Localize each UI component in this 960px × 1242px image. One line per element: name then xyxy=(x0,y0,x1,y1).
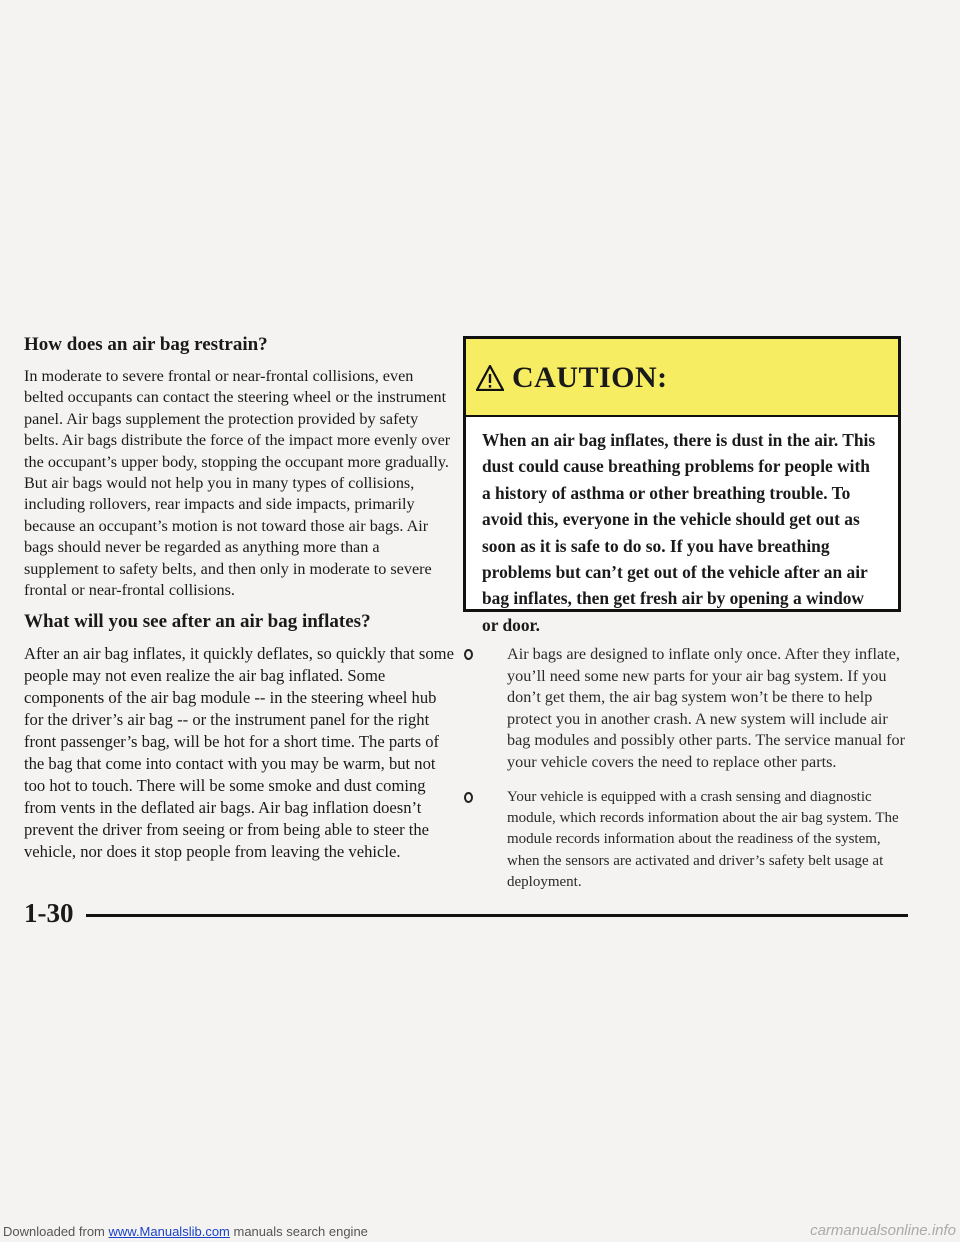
left-column xyxy=(24,334,454,863)
caution-box xyxy=(463,336,901,635)
bullet-text: Air bags are designed to inflate only once. After they inflate, you’ll need some new parts for your air bag system. If you don’t get them, the air bag system won’t be there to help protect you in another crash. A new system will include air bag modules and possibly other parts. The service manual for your vehicle covers the need to replace other parts. xyxy=(507,645,905,771)
caution-header xyxy=(466,339,898,417)
footer-prefix: Downloaded from xyxy=(3,1224,109,1239)
paragraph-restrain: In moderate to severe frontal or near-frontal collisions, even belted occupants can contact the steering wheel or the instrument panel. Air bags supplement the protection provided by safety belts. Air bags distribute the force of the impact more evenly over the occupant’s upper body, stopping the occupant more gradually. But air bags would not help you in many types of collisions, including rollovers, rear impacts and side impacts, primarily because an occupant’s motion is not toward those air bags. Air bags should never be regarded as anything more than a supplement to safety belts, and then only in moderate to severe frontal or near-frontal collisions. xyxy=(24,367,451,600)
bullet-text: Your vehicle is equipped with a crash sensing and diagnostic module, which records information about the air bag system. The module records information about the readiness of the system, when the sensors are activated and driver’s safety belt usage at deployment. xyxy=(507,788,899,891)
footer-credit xyxy=(3,1224,368,1239)
manualslib-link[interactable]: www.Manualslib.com xyxy=(108,1224,230,1239)
bullet-list xyxy=(463,644,907,894)
page-number: 1-30 xyxy=(24,898,74,928)
bullet-icon xyxy=(464,792,473,803)
list-item xyxy=(463,787,907,894)
footer-suffix: manuals search engine xyxy=(229,1224,368,1239)
caution-text: When an air bag inflates, there is dust in the air. This dust could cause breathing problems for people with a history of asthma or other breathing trouble. To avoid this, everyone in the vehicle should get out as soon as it is safe to do so. If you have breathing problems but can’t get out of the vehicle after an air bag inflates, then get fresh air by opening a window or door. xyxy=(482,430,876,635)
caution-title: CAUTION: xyxy=(512,361,668,394)
footer-rule xyxy=(86,914,908,917)
bullet-icon xyxy=(464,649,473,660)
heading-air-bag-restrain: How does an air bag restrain? xyxy=(24,334,268,355)
right-column xyxy=(463,336,907,907)
watermark: carmanualsonline.info xyxy=(810,1222,956,1239)
heading-after-inflation: What will you see after an air bag inflates? xyxy=(24,611,371,633)
download-footer xyxy=(0,1224,960,1242)
warning-triangle-icon xyxy=(476,365,504,391)
paragraph-after-inflation: After an air bag inflates, it quickly deflates, so quickly that some people may not even realize the air bag inflated. Some components of the air bag module -- in the steering wheel hub for the driver’s air bag -- or the instrument panel for the right front passenger’s bag, will be hot for a short time. The parts of the bag that come into contact with you may be warm, but not too hot to touch. There will be some smoke and dust coming from vents in the deflated air bags. Air bag inflation doesn’t prevent the driver from seeing or from being able to steer the vehicle, nor does it stop people from leaving the vehicle. xyxy=(24,644,454,862)
list-item xyxy=(463,644,907,774)
